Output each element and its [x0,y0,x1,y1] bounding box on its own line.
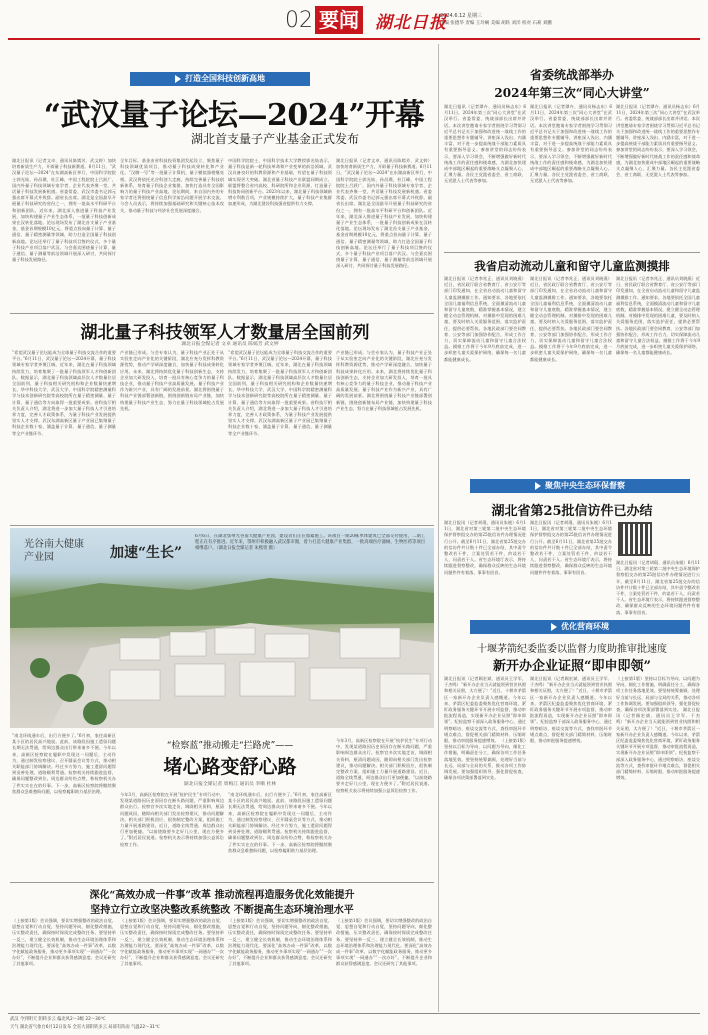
bottom-body-col3: （上接第1版）会议强调，要切实增强整改的政治自觉、思想自觉和行动自觉，坚持问题导向，细化整改措施，压实整改责任，确保按时保质完成整改任务。要坚持举一反三，建立健全长效机制，推动生态环境治理体系和治理能力现代化。要深化“高效办成一件事”改革，以数字化赋能政务服务，推动更多事项实现“一网通办”“一次办好”，不断提升企业和群众获得感满意度。会议还研究了其他事项。 [228,918,332,967]
photo-caption: 6月6日，在湖北鄂州光谷南大健康产业园，建设者们正在加紧施工。该项目一期20栋单体建筑已全部交付使用，二期工程正在有序推进。近年来，鄂州市积极融入武汉都市圈，着力打造大健康产业集群，一批高端医疗器械、生物医药等项目相继落户。（湖北日报全媒记者 朱熙勇 摄） [195,534,425,551]
page-header [0,0,708,42]
lead-body-col4: 湖北日报讯（记者文卓、通讯员陈嫣芳、武文婷）加快培育新质生产力，开辟量子科技新赛道。6月11日，“武汉量子论坛—2024”在东湖高新区举行，中国科学院院士郭光灿、孙昌璞、杜江峰，中国工程院院士吕跃广，国内外量子科技领域专家学者、企业代表齐聚一堂，共话量子科技发展新机遇。省委常委、武汉市委书记郭元强出席开幕式并致辞。副省长出席。湖北是全国最早开展量子科技研究的省份之一，拥有一批高水平科研平台和创新团队。近年来，湖北深入推进量子科技产业发展，加快构建量子产业生态体系，一批量子科技创新成果在汉转化落地。论坛现场发布了湖北首支量子产业基金，基金首期规模10亿元，将重点投向量子计算、量子通信、量子精密测量等领域，助力打造全国量子科技创新高地。论坛还举行了量子科技项目签约仪式，多个量子科技产业项目落户武汉。与会嘉宾围绕量子计算、量子通信、量子测量等前沿领域开展深入研讨，共同探讨量子科技发展路径。 [336,158,432,269]
art3-body-col3: 湖北日报讯（记者胡琨、通讯员朱媛）6月11日，湖北省对第三轮第二批中央生态环境保护督察组交办的第25批信访件办理情况进行公开。截至6月11日，湖北省第25批交办的信访件共计数十件已全部办结，其中责令整改若干件，立案处罚若干件，约谈若干人，问责若干人。省生态环境厅表示，将持续跟进督察整改，确保群众反映的生态环境问题件件有着落、事事有回音。 [616,560,700,615]
masthead-logo: 湖北日报 [375,13,447,33]
banner-triangle-icon [175,75,181,83]
env-banner: 聚焦中央生态环保督察 [470,479,690,493]
biz-banner: 优化营商环境 [470,620,690,634]
footer-weather-1: 武汉 今到明天 阴转多云 偏北风2～3级 22～30℃ [10,1017,106,1022]
art2-body-col3: 湖北日报讯（记者李兆正、通讯员刘晓燕）近日，省民政厅联合省教育厅、省公安厅等部门印发通知，在全省启动流动儿童和留守儿童监测摸排工作。通知要求，各地要依托全国儿童福利信息系统，全面摸清流动儿童和留守儿童底数，精准掌握基本情况，建立健全动态管理机制。对摸排中发现的困难儿童，要及时纳入关爱服务范围，落实监护责任，提供必要帮扶。各地民政部门要会同教育、公安等部门加强协作配合，形成工作合力，切实保障流动儿童和留守儿童合法权益。摸排工作将于今年9月底前完成，进一步织密儿童关爱保护网络，确保每一名儿童都能健康成长。 [616,276,700,356]
divider [444,252,700,253]
bottom-headline-1: 深化“高效办成一件事”改革 推动流程再造服务优化效能提升 [89,890,355,901]
divider [10,882,434,883]
header-rule [8,38,700,40]
bottom-body-col2: （上接第1版）会议强调，要切实增强整改的政治自觉、思想自觉和行动自觉，坚持问题导向，细化整改措施，压实整改责任，确保按时保质完成整改任务。要坚持举一反三，建立健全长效机制，推动生态环境治理体系和治理能力现代化。要深化“高效办成一件事”改革，以数字化赋能政务服务，推动更多事项实现“一网通办”“一次办好”，不断提升企业和群众获得感满意度。会议还研究了其他事项。 [120,918,224,967]
lead-body-col2: 全年目标。基金由省科技投资集团发起设立，聚焦量子科技领域优质项目，推动量子科技成果转化和产业化。“汉腾一号”等一批量子计算机、量子模拟器相继亮相。武汉将依托光谷科创大走廊，持续完善量子科技创新体系，培育量子科技企业集群，加快打造具有全国影响力的量子科技产业高地。论坛期间，来自国内外的专家学者还将围绕量子信息科学前沿问题开展学术交流。与会人员表示，将持续加强基础研究和关键核心技术攻关，推动量子科技与经济社会发展深度融合。 [120,158,224,213]
art4-body-col3: （上接第1版）坚持以目标为导向、以问题为导向，细化工作措施，明确责任分工，确保各项工作任务落地见效。要坚持统筹兼顾，处理好当前与长远、局部与全局的关系，推动各项工作协调发展。要加强组织领导，强化督促检查，确保各项决策部署落到实处。 湖北日报讯（记者顾宏斌、通讯员王学军、于杰鸣）“新开办企业当天就能领到营业执照和相关证照，太方便了！”近日，十堰市茅箭区一家新开办企业负责人感慨道。今年以来，茅箭区纪委监委聚焦优化营商环境，紧盯政务服务关键环节开展专项监督，推动审批流程再造，实现新开办企业证照“即申即领”。纪检监察干部深入政务服务中心，通过明察暗访、座谈交流等方式，查找审批环节堵点难点，督促相关部门精简材料、压缩时限，推动审批服务提速增效。 [616,676,700,781]
qr-code [618,522,652,556]
art3-headline: 湖北省第25批信访件已办结 [491,504,653,519]
issue-date: 2024.6.12 星期三 [440,13,483,19]
lead-headline: “武汉量子论坛—2024”开幕 [43,98,425,133]
road-body-col2: 今年3月，高新区检察院在开展“检护民生”专项行动中，发现某道路因历史原因存在断头路问题，严重影响周边群众出行。检察官多次实地走访，调阅相关资料，厘清问题成因，随即向相关部门发出检察建议，推动问题解决。相关部门积极回应，很快制定整改方案，组织施工力量开展道路建设。近日，道路全线贯通，周边群众出行更加便捷。“以前绕路要多走好几公里，现在方便多了。”附近居民说道。检察机关表示将持续加强公益诉讼检察工作。 [120,792,224,847]
road-headline: 堵心路变舒心路 [163,756,297,778]
art1-body-col1: 湖北日报讯（记者谭卉、通讯员杨志东）6月11日，2024年第三次“同心大讲堂”在武汉举行。省委常委、统战部部长出席并讲话。本次讲堂邀请专家学者围绕学习贯彻习近平总书记关于加强和改进统一战线工作的重要思想作专题辅导。讲座深入浅出、内涵丰富，对于进一步提高统战干部能力素质具有重要指导意义。参加讲堂的同志纷纷表示，要深入学习领会，不断增强做好新时代统战工作的责任感和使命感，为湖北加快建成中部地区崛起的重要战略支点凝聚人心、汇聚力量。各民主党派省委会、省工商联、无党派人士代表等参加。 [444,104,526,184]
road-body-col1: “南北环线通车后，出行方便多了。”6月初，家住高新区某小区的居民高兴地说。此前，该路段因施工遗留问题长期无法贯通，给周边群众出行带来诸多不便。今年以来，高新区检察院在履职中发现这一问题后，主动作为，通过制发检察建议、召开圆桌会议等方式，推动相关职能部门协调解决。经过多方努力，施工遗留问题得到妥善处理，道路顺利贯通。检察机关持续跟进监督，确保问题整改到位。周边群众纷纷点赞，称检察机关办了件实实在在的好事。下一步，高新区检察院将继续聚焦群众急难愁盼问题，以检察履职助力基层治理。 [12,733,116,794]
editor-credits: 主编 张德华 责编 王玲娴 美编 胡轶 刘洋 校对 石莉 刘鹏 [440,21,552,26]
section-title: 要闻 [315,6,363,34]
bottom-body-col1: （上接第1版）会议强调，要切实增强整改的政治自觉、思想自觉和行动自觉，坚持问题导向，细化整改措施，压实整改责任，确保按时保质完成整改任务。要坚持举一反三，建立健全长效机制，推动生态环境治理体系和治理能力现代化。要深化“高效办成一件事”改革，以数字化赋能政务服务，推动更多事项实现“一网通办”“一次办好”，不断提升企业和群众获得感满意度。会议还研究了其他事项。 [12,918,116,967]
divider [10,525,434,526]
footer-weather-2: 天气 湖北省气象台6月12日发布 全省大部阴转多云 局部有阵雨 气温22～31℃ [10,1025,160,1030]
page-number: 02 [285,8,313,33]
health-park-photo [10,528,434,728]
footer-rule [8,1013,700,1014]
art4-body-col1: 湖北日报讯（记者顾宏斌、通讯员王学军、于杰鸣）“新开办企业当天就能领到营业执照和相关证照，太方便了！”近日，十堰市茅箭区一家新开办企业负责人感慨道。今年以来，茅箭区纪委监委聚焦优化营商环境，紧盯政务服务关键环节开展专项监督，推动审批流程再造，实现新开办企业证照“即申即领”。纪检监察干部深入政务服务中心，通过明察暗访、座谈交流等方式，查找审批环节堵点难点，督促相关部门精简材料、压缩时限，推动审批服务提速增效。 （上接第1版）坚持以目标为导向、以问题为导向，细化工作措施，明确责任分工，确保各项工作任务落地见效。要坚持统筹兼顾，处理好当前与长远、局部与全局的关系，推动各项工作协调发展。要加强组织领导，强化督促检查，确保各项决策部署落到实处。 [444,676,526,781]
lead-body-col3: 中国科学院院士、中国科学技术大学教授郭光灿表示，量子科技是新一轮科技革命和产业变革的前沿领域，武汉具备良好的科教资源和产业基础，有望在量子科技领域实现更大突破。湖北省量子科技产业联盟同期成立，联盟将整合省内高校、科研院所和企业资源，打造量子科技协同创新平台。2023年以来，湖北量子科技领域新增专利数百项，产业规模持续扩大，量子科技产业集群加速形成，为湖北建设科技强省提供有力支撑。 [228,158,332,207]
lead-subhead: 湖北首支量子产业基金正式发布 [190,132,359,146]
quantum-byline: 湖北日报全媒记者 文卓 通讯员 陈嫣芳 武文婷 [181,342,279,347]
lead-body-col1: 湖北日报讯（记者文卓、通讯员陈嫣芳、武文婷）加快培育新质生产力，开辟量子科技新赛道。6月11日，“武汉量子论坛—2024”在东湖高新区举行，中国科学院院士郭光灿、孙昌璞、杜江峰，中国工程院院士吕跃广，国内外量子科技领域专家学者、企业代表齐聚一堂，共话量子科技发展新机遇。省委常委、武汉市委书记郭元强出席开幕式并致辞。副省长出席。湖北是全国最早开展量子科技研究的省份之一，拥有一批高水平科研平台和创新团队。近年来，湖北深入推进量子科技产业发展，加快构建量子产业生态体系，一批量子科技创新成果在汉转化落地。论坛现场发布了湖北首支量子产业基金，基金首期规模10亿元，将重点投向量子计算、量子通信、量子精密测量等领域，助力打造全国量子科技创新高地。论坛还举行了量子科技项目签约仪式，多个量子科技产业项目落户武汉。与会嘉宾围绕量子计算、量子通信、量子测量等前沿领域开展深入研讨，共同探讨量子科技发展路径。 [12,158,116,263]
art3-body-col1: 湖北日报讯（记者胡琨、通讯员朱媛）6月11日，湖北省对第三轮第二批中央生态环境保护督察组交办的第25批信访件办理情况进行公开。截至6月11日，湖北省第25批交办的信访件共计数十件已全部办结，其中责令整改若干件，立案处罚若干件，约谈若干人，问责若干人。省生态环境厅表示，将持续跟进督察整改，确保群众反映的生态环境问题件件有着落、事事有回音。 [444,520,526,575]
art1-body-col3: 湖北日报讯（记者谭卉、通讯员杨志东）6月11日，2024年第三次“同心大讲堂”在武汉举行。省委常委、统战部部长出席并讲话。本次讲堂邀请专家学者围绕学习贯彻习近平总书记关于加强和改进统一战线工作的重要思想作专题辅导。讲座深入浅出、内涵丰富，对于进一步提高统战干部能力素质具有重要指导意义。参加讲堂的同志纷纷表示，要深入学习领会，不断增强做好新时代统战工作的责任感和使命感，为湖北加快建成中部地区崛起的重要战略支点凝聚人心、汇聚力量。各民主党派省委会、省工商联、无党派人士代表等参加。 [616,104,700,178]
art4-body-col2: 湖北日报讯（记者顾宏斌、通讯员王学军、于杰鸣）“新开办企业当天就能领到营业执照和相关证照，太方便了！”近日，十堰市茅箭区一家新开办企业负责人感慨道。今年以来，茅箭区纪委监委聚焦优化营商环境，紧盯政务服务关键环节开展专项监督，推动审批流程再造，实现新开办企业证照“即申即领”。纪检监察干部深入政务服务中心，通过明察暗访、座谈交流等方式，查找审批环节堵点难点，督促相关部门精简材料、压缩时限，推动审批服务提速增效。 [530,676,612,744]
art2-body-col2: 湖北日报讯（记者李兆正、通讯员刘晓燕）近日，省民政厅联合省教育厅、省公安厅等部门印发通知，在全省启动流动儿童和留守儿童监测摸排工作。通知要求，各地要依托全国儿童福利信息系统，全面摸清流动儿童和留守儿童底数，精准掌握基本情况，建立健全动态管理机制。对摸排中发现的困难儿童，要及时纳入关爱服务范围，落实监护责任，提供必要帮扶。各地民政部门要会同教育、公安等部门加强协作配合，形成工作合力，切实保障流动儿童和留守儿童合法权益。摸排工作将于今年9月底前完成，进一步织密儿童关爱保护网络，确保每一名儿童都能健康成长。 [530,276,612,362]
art1-subhead: 2024年第三次“同心大讲堂” [494,86,650,100]
column-divider [438,44,439,1012]
art1-headline: 省委统战部举办 [529,68,614,82]
divider [10,313,434,314]
quantum-body-col2: 产业链已形成。与会专家认为，量子科技产业正处于从实验室走向产业化的关键阶段，湖北应充分发挥科教资源优势，推动产学研深度融合，加快量子科技成果转化应用。未来，湖北将持续优化量子科技创新生态，支持企业加大研发投入，培育一批具有核心竞争力的量子科技企业，推动量子科技产业高质量发展。量子科技产业作为新兴产业，具有广阔的发展前景。湖北将围绕量子科技产业链部署创新链，围绕创新链布局产业链，加快构建量子科技产业生态，努力在量子科技领域抢占发展先机。 [120,350,224,411]
road-kicker: “检察蓝”推动搬走“拦路虎”—— [166,741,294,751]
art1-body-col2: 湖北日报讯（记者谭卉、通讯员杨志东）6月11日，2024年第三次“同心大讲堂”在武汉举行。省委常委、统战部部长出席并讲话。本次讲堂邀请专家学者围绕学习贯彻习近平总书记关于加强和改进统一战线工作的重要思想作专题辅导。讲座深入浅出、内涵丰富，对于进一步提高统战干部能力素质具有重要指导意义。参加讲堂的同志纷纷表示，要深入学习领会，不断增强做好新时代统战工作的责任感和使命感，为湖北加快建成中部地区崛起的重要战略支点凝聚人心、汇聚力量。各民主党派省委会、省工商联、无党派人士代表等参加。 [530,104,612,184]
art2-headline: 我省启动流动儿童和留守儿童监测摸排 [474,259,670,273]
photo-overlay-title: 光谷南大健康产业园 [24,539,84,563]
banner-triangle-icon [551,623,557,631]
quantum-headline: 湖北量子科技领军人才数量居全国前列 [80,323,370,343]
quantum-body-col4: 产业链已形成。与会专家认为，量子科技产业正处于从实验室走向产业化的关键阶段，湖北应充分发挥科教资源优势，推动产学研深度融合，加快量子科技成果转化应用。未来，湖北将持续优化量子科技创新生态，支持企业加大研发投入，培育一批具有核心竞争力的量子科技企业，推动量子科技产业高质量发展。量子科技产业作为新兴产业，具有广阔的发展前景。湖北将围绕量子科技产业链部署创新链，围绕创新链布局产业链，加快构建量子科技产业生态，努力在量子科技领域抢占发展先机。 [336,350,432,411]
bottom-body-col4: （上接第1版）会议强调，要切实增强整改的政治自觉、思想自觉和行动自觉，坚持问题导向，细化整改措施，压实整改责任，确保按时保质完成整改任务。要坚持举一反三，建立健全长效机制，推动生态环境治理体系和治理能力现代化。要深化“高效办成一件事”改革，以数字化赋能政务服务，推动更多事项实现“一网通办”“一次办好”，不断提升企业和群众获得感满意度。会议还研究了其他事项。 [336,918,432,967]
art4-subhead: 新开办企业证照“即申即领” [493,659,651,674]
photo-headline: 加速“生长” [110,545,183,561]
banner-triangle-icon [535,482,541,490]
art3-body-col2: 湖北日报讯（记者胡琨、通讯员朱媛）6月11日，湖北省对第三轮第二批中央生态环境保护督察组交办的第25批信访件办理情况进行公开。截至6月11日，湖北省第25批交办的信访件共计数十件已全部办结，其中责令整改若干件，立案处罚若干件，约谈若干人，问责若干人。省生态环境厅表示，将持续跟进督察整改，确保群众反映的生态环境问题件件有着落、事事有回音。 [530,520,612,575]
road-byline: 湖北日报全媒记者 周梅江 通讯员 李顺 杜林 [183,782,277,787]
art4-headline: 十堰茅箭纪委监委以监督力度助推审批速度 [477,644,667,655]
lead-banner: 打造全国科技创新高地 [130,72,310,86]
art2-body-col1: 湖北日报讯（记者李兆正、通讯员刘晓燕）近日，省民政厅联合省教育厅、省公安厅等部门印发通知，在全省启动流动儿童和留守儿童监测摸排工作。通知要求，各地要依托全国儿童福利信息系统，全面摸清流动儿童和留守儿童底数，精准掌握基本情况，建立健全动态管理机制。对摸排中发现的困难儿童，要及时纳入关爱服务范围，落实监护责任，提供必要帮扶。各地民政部门要会同教育、公安等部门加强协作配合，形成工作合力，切实保障流动儿童和留守儿童合法权益。摸排工作将于今年9月底前完成，进一步织密儿童关爱保护网络，确保每一名儿童都能健康成长。 [444,276,526,362]
bottom-headline-2: 坚持立行立改坚决整改系统整改 不断提高生态环境治理水平 [90,905,354,916]
road-body-col3: “南北环线通车后，出行方便多了。”6月初，家住高新区某小区的居民高兴地说。此前，该路段因施工遗留问题长期无法贯通，给周边群众出行带来诸多不便。今年以来，高新区检察院在履职中发现这一问题后，主动作为，通过制发检察建议、召开圆桌会议等方式，推动相关职能部门协调解决。经过多方努力，施工遗留问题得到妥善处理，道路顺利贯通。检察机关持续跟进监督，确保问题整改到位。周边群众纷纷点赞，称检察机关办了件实实在在的好事。下一步，高新区检察院将继续聚焦群众急难愁盼问题，以检察履职助力基层治理。 [228,792,332,853]
quantum-body-col3: “希望武汉量子论坛能成为全球量子科技交流合作的重要平台。”6月11日，武汉量子论坛—2024开幕，量子科技领域专家学者齐聚江城。近年来，湖北在量子科技领域持续发力，培育集聚了一批量子科技领军人才和创新团队。数据显示，湖北量子科技领域高层次人才数量位居全国前列，量子科技相关研究机构和企业数量快速增长。华中科技大学、武汉大学、中国科学院精密测量科学与技术创新研究院等高校院所在量子精密测量、量子计算、量子通信等方向取得一批重要成果。省科技厅相关负责人介绍，湖北将进一步加大量子科技人才引进培养力度，完善人才政策体系，为量子科技产业发展提供坚实人才支撑。武汉东湖高新区量子产业园已集聚量子科技企业数十家，涵盖量子计算、量子通信、量子测量等全产业链环节。 [228,350,332,436]
road-body-col4: 今年3月，高新区检察院在开展“检护民生”专项行动中，发现某道路因历史原因存在断头路问题，严重影响周边群众出行。检察官多次实地走访，调阅相关资料，厘清问题成因，随即向相关部门发出检察建议，推动问题解决。相关部门积极回应，很快制定整改方案，组织施工力量开展道路建设。近日，道路全线贯通，周边群众出行更加便捷。“以前绕路要多走好几公里，现在方便多了。”附近居民说道。检察机关表示将持续加强公益诉讼检察工作。 [336,738,432,793]
quantum-body-col1: “希望武汉量子论坛能成为全球量子科技交流合作的重要平台。”6月11日，武汉量子论坛—2024开幕，量子科技领域专家学者齐聚江城。近年来，湖北在量子科技领域持续发力，培育集聚了一批量子科技领军人才和创新团队。数据显示，湖北量子科技领域高层次人才数量位居全国前列，量子科技相关研究机构和企业数量快速增长。华中科技大学、武汉大学、中国科学院精密测量科学与技术创新研究院等高校院所在量子精密测量、量子计算、量子通信等方向取得一批重要成果。省科技厅相关负责人介绍，湖北将进一步加大量子科技人才引进培养力度，完善人才政策体系，为量子科技产业发展提供坚实人才支撑。武汉东湖高新区量子产业园已集聚量子科技企业数十家，涵盖量子计算、量子通信、量子测量等全产业链环节。 [12,350,116,436]
